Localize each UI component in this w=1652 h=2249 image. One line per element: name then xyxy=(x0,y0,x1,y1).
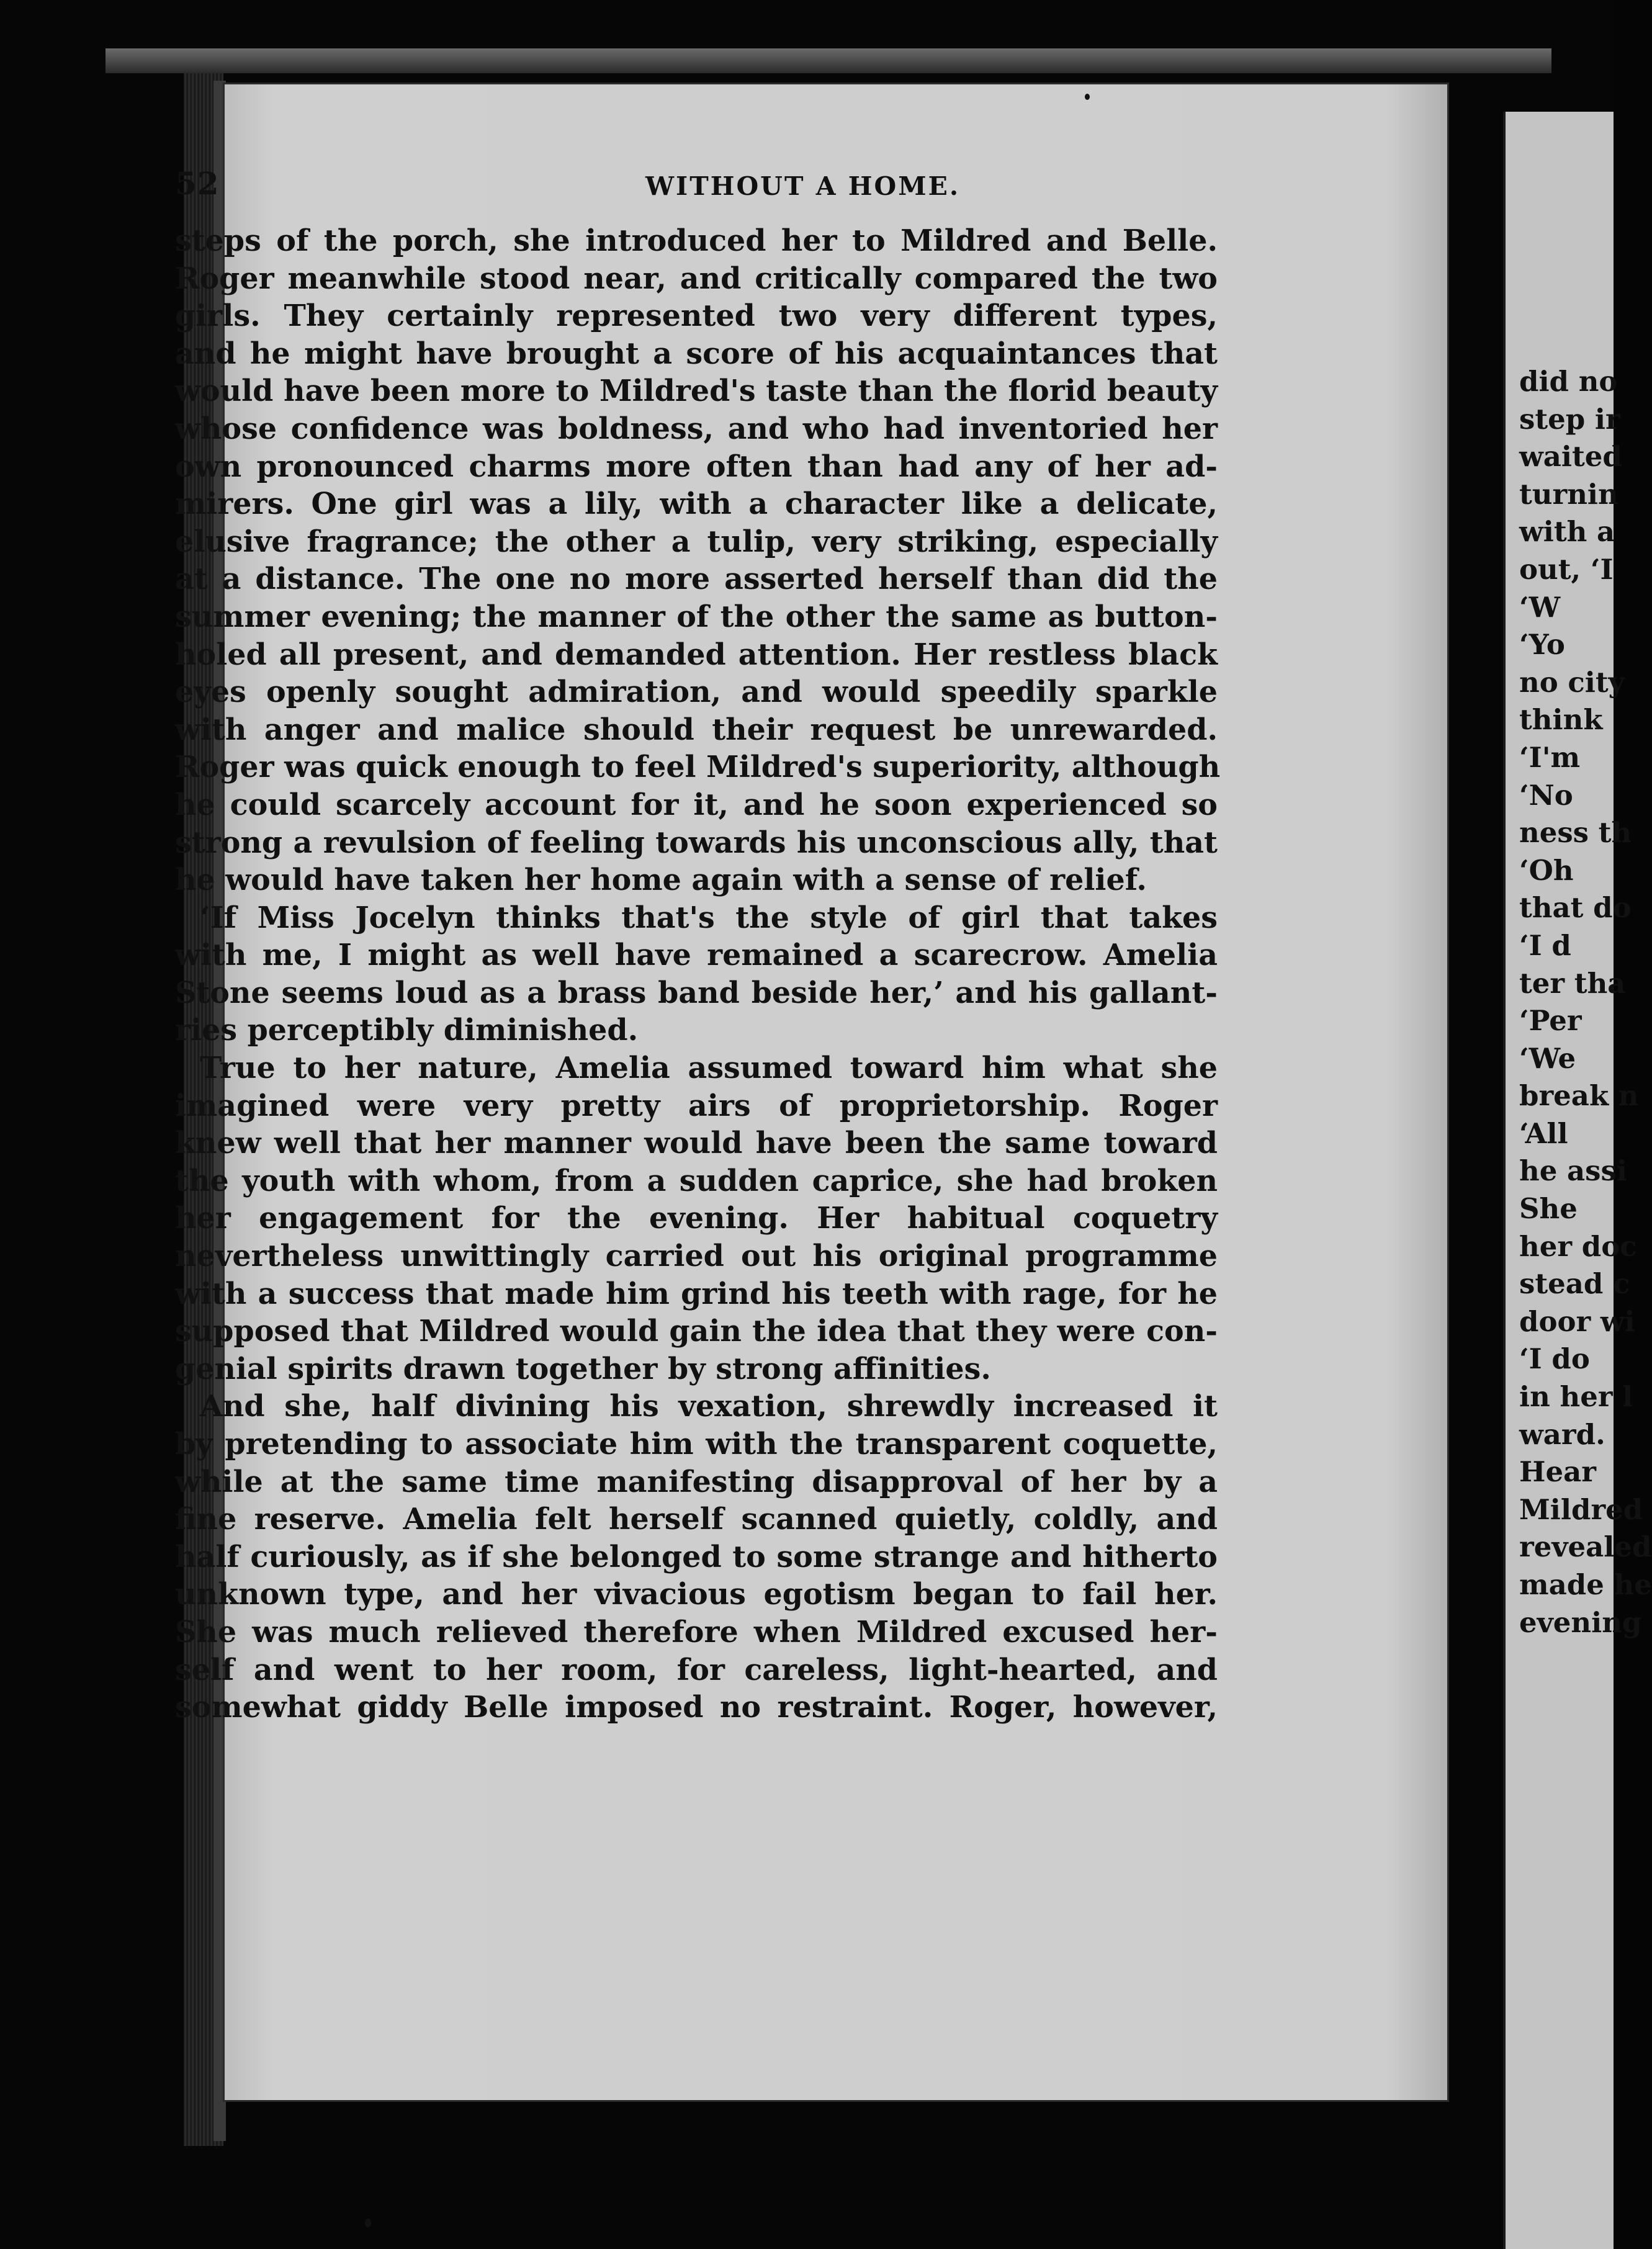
text-line: imagined were very pretty airs of proprietorship. Roger xyxy=(175,1088,1218,1123)
text-line: and he might have brought a score of his acquaintances that xyxy=(175,336,1218,371)
right-text-line: revealed xyxy=(1519,1530,1652,1564)
text-line: Roger meanwhile stood near, and critically compared the two xyxy=(175,261,1218,296)
text-line: by pretending to associate him with the transparent coquette, xyxy=(175,1427,1218,1461)
text-line: nevertheless unwittingly carried out his original programme xyxy=(175,1239,1218,1274)
text-line: while at the same time manifesting disapproval of her by a xyxy=(175,1464,1218,1499)
text-line: eyes openly sought admiration, and would speedily sparkle xyxy=(175,675,1218,710)
right-text-line: ‘Per xyxy=(1519,1004,1582,1038)
right-text-line: made he xyxy=(1519,1568,1652,1601)
text-line: fine reserve. Amelia felt herself scanned quietly, coldly, and xyxy=(175,1502,1218,1537)
text-line: with me, I might as well have remained a scarecrow. Amelia xyxy=(175,938,1218,973)
right-text-line: door wi xyxy=(1519,1304,1635,1338)
right-text-line: out, ‘I xyxy=(1519,552,1614,586)
text-line: the youth with whom, from a sudden caprice, she had broken xyxy=(175,1163,1218,1198)
page-body-text xyxy=(175,222,1221,1726)
right-text-line: stead c xyxy=(1519,1267,1630,1301)
text-line: genial spirits drawn together by strong affinities. xyxy=(175,1351,991,1386)
film-speck xyxy=(365,2219,371,2227)
right-text-line: think xyxy=(1519,703,1603,737)
text-line: somewhat giddy Belle imposed no restraint. Roger, however, xyxy=(175,1690,1218,1725)
right-text-line: her doc xyxy=(1519,1229,1637,1263)
right-text-line: ‘I do xyxy=(1519,1342,1590,1376)
text-line: ‘If Miss Jocelyn thinks that's the style of girl that takes xyxy=(200,900,1218,935)
text-line: whose confidence was boldness, and who had inventoried her xyxy=(175,411,1218,446)
text-line: with a success that made him grind his teeth with rage, for he xyxy=(175,1276,1218,1311)
right-text-line: Hear xyxy=(1519,1455,1597,1489)
right-text-line: in her l xyxy=(1519,1380,1633,1414)
right-text-line: ‘No xyxy=(1519,778,1573,812)
text-line: summer evening; the manner of the other the same as button- xyxy=(175,599,1218,634)
right-text-line: Mildred xyxy=(1519,1493,1643,1526)
right-text-line: did no xyxy=(1519,365,1618,398)
right-text-line: that do xyxy=(1519,891,1632,925)
right-text-line: he assi xyxy=(1519,1154,1627,1188)
right-text-line: turnin xyxy=(1519,477,1618,511)
text-line: holed all present, and demanded attention. Her restless black xyxy=(175,637,1218,672)
text-line: girls. They certainly represented two very different types, xyxy=(175,299,1218,334)
text-line: knew well that her manner would have been the same toward xyxy=(175,1126,1218,1161)
text-line: Roger was quick enough to feel Mildred's superiority, although xyxy=(175,750,1221,785)
text-line: steps of the porch, she introduced her to Mildred and Belle. xyxy=(175,223,1218,258)
text-line: self and went to her room, for careless, light-hearted, and xyxy=(175,1652,1218,1687)
text-line: own pronounced charms more often than had any of her ad- xyxy=(175,449,1218,484)
right-text-line: ‘We xyxy=(1519,1041,1576,1075)
text-line: would have been more to Mildred's taste than the florid beauty xyxy=(175,374,1218,409)
text-line: And she, half divining his vexation, shrewdly increased it xyxy=(200,1389,1218,1424)
text-line: strong a revulsion of feeling towards his unconscious ally, that xyxy=(175,825,1218,860)
right-text-line: ‘W xyxy=(1519,590,1561,624)
right-text-line: with a xyxy=(1519,515,1615,549)
film-top-strip xyxy=(105,48,1551,73)
page-number: 52 xyxy=(175,165,220,202)
right-page-text xyxy=(1519,363,1652,1641)
right-text-line: ‘All xyxy=(1519,1116,1568,1150)
right-text-line: ‘I d xyxy=(1519,928,1571,962)
text-line: She was much relieved therefore when Mildred excused her- xyxy=(175,1614,1218,1650)
text-line: he would have taken her home again with a sense of relief. xyxy=(175,863,1147,898)
right-text-line: step ir xyxy=(1519,402,1620,436)
right-text-line: ward. xyxy=(1519,1417,1605,1451)
text-line: elusive fragrance; the other a tulip, very striking, especially xyxy=(175,524,1218,559)
right-text-line: ‘I'm xyxy=(1519,740,1581,774)
text-line: ries perceptibly diminished. xyxy=(175,1013,639,1048)
text-line: her engagement for the evening. Her habitual coquetry xyxy=(175,1201,1218,1236)
text-line: mirers. One girl was a lily, with a character like a delicate, xyxy=(175,487,1218,522)
text-line: supposed that Mildred would gain the idea that they were con- xyxy=(175,1314,1218,1349)
right-text-line: break n xyxy=(1519,1079,1639,1113)
text-line: half curiously, as if she belonged to some strange and hitherto xyxy=(175,1539,1218,1574)
right-text-line: waited xyxy=(1519,440,1622,474)
right-text-line: ter tha xyxy=(1519,966,1626,1000)
text-line: True to her nature, Amelia assumed toward him what she xyxy=(200,1051,1218,1086)
text-line: at a distance. The one no more asserted herself than did the xyxy=(175,562,1218,597)
text-line: unknown type, and her vivacious egotism began to fail her. xyxy=(175,1577,1218,1612)
right-text-line: ness th xyxy=(1519,816,1632,850)
right-text-line: ‘Yo xyxy=(1519,628,1565,662)
text-line: with anger and malice should their request be unrewarded. xyxy=(175,712,1218,747)
text-line: Stone seems loud as a brass band beside her,’ and his gallant- xyxy=(175,975,1218,1010)
right-text-line: ‘Oh xyxy=(1519,853,1574,887)
running-head: WITHOUT A HOME. xyxy=(645,171,961,201)
film-speck xyxy=(1085,94,1090,100)
right-text-line: She xyxy=(1519,1192,1578,1226)
text-line: he could scarcely account for it, and he soon experienced so xyxy=(175,787,1218,822)
right-text-line: no city xyxy=(1519,665,1625,699)
right-text-line: evening xyxy=(1519,1605,1642,1639)
